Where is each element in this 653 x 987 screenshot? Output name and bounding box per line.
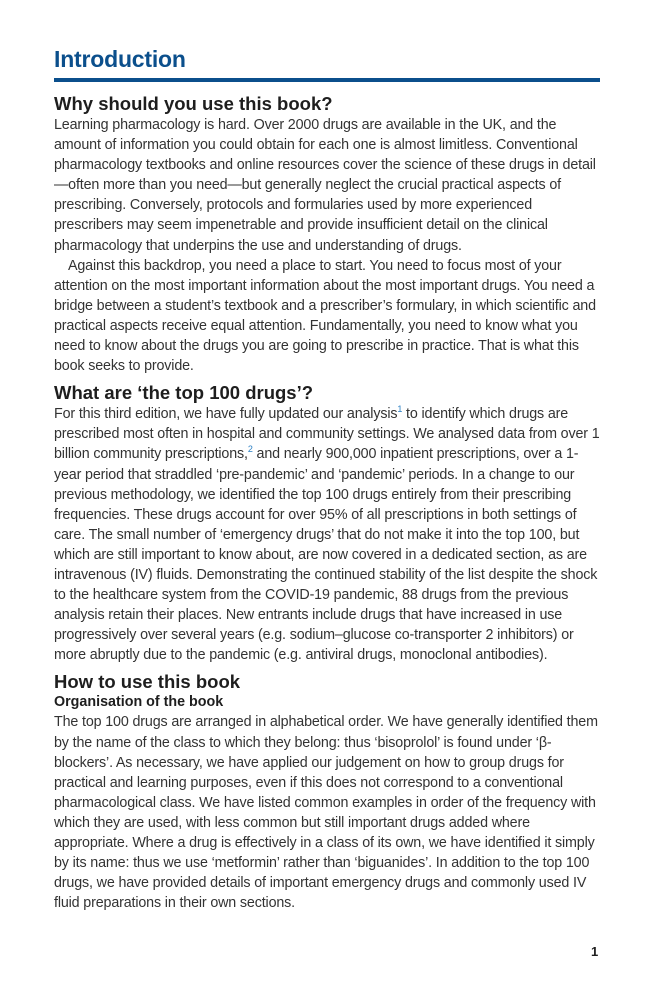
footnote-ref-2[interactable]: 2 [247,444,253,455]
page-number: 1 [591,944,599,959]
top100-text-2: to identify which drugs are prescribed most often in hospital and community settings. We analysed data from over 1 billion community prescriptions, [54,406,600,463]
top100-text-3: and nearly 900,000 inpatient prescriptions, over a 1-year period that straddled ‘pre-pandemic’ and ‘pandemic’ periods. In a change to our previous methodology, we identified the top 100 drugs entirely from their prescribing frequencies. These drugs account for over 95% of all prescriptions in both settings of care. The small number of ‘emergency drugs’ that do not make it into the top 100, but which are still important to know about, are now covered in a dedicated section, as are intravenous (IV) fluids. Demonstrating the continued stability of the list despite the shock to the healthcare system from the COVID-19 pandemic, 88 drugs from the previous analysis retain their places. New entrants include drugs that have increased in use progressively over several years (e.g. sodium–glucose co-transporter 2 inhibitors) or more abruptly due to the pandemic (e.g. antiviral drugs, monoclonal antibodies). [54,446,598,664]
section-heading-how: How to use this book [54,671,241,693]
why-paragraph-2: Against this backdrop, you need a place to start. You need to focus most of your attention on the most important information about the most important drugs. You need a bridge between a student’s textbook and a prescriber’s formulary, in which scientific and practical aspects receive equal attention. Fundamentally, you need to know what you need to know about the drugs you are going to prescribe in practice. That is what this book seeks to provide. [54,257,596,375]
title-rule [54,78,600,82]
section-heading-top100: What are ‘the top 100 drugs’? [54,382,314,404]
top100-text-1: For this third edition, we have fully updated our analysis [54,406,398,423]
why-paragraph-1: Learning pharmacology is hard. Over 2000 drugs are available in the UK, and the amount of information you could obtain for each one is almost limitless. Conventional pharmacology textbooks and online resources cover the science of these drugs in detail—often more than you need—but generally neglect the crucial practical aspects of prescribing. Conversely, protocols and formularies used by more experienced prescribers may seem impenetrable and provide insufficient detail on the clinical pharmacology that underpins the use and understanding of drugs. [54,117,596,254]
organisation-paragraph: The top 100 drugs are arranged in alphabetical order. We have generally identified them by the name of the class to which they belong: thus ‘bisoprolol’ is found under ‘β-blockers’. As necessary, we have applied our judgement on how to group drugs for practical and learning purposes, even if this does not correspond to a conventional pharmacological class. We have listed common examples in order of the frequency with which they are used, with less common but still important drugs added where appropriate. Where a drug is effectively in a class of its own, we have identified it simply by its name: thus we use ‘metformin’ rather than ‘biguanides’. In addition to the top 100 drugs, we have provided details of important emergency drugs and commonly used IV fluid preparations in their own sections. [54,714,598,912]
chapter-title: Introduction [54,46,186,72]
subheading-organisation: Organisation of the book [54,694,224,711]
page-content [54,44,600,913]
footnote-ref-1[interactable]: 1 [397,404,403,415]
top100-paragraph [54,404,600,665]
section-heading-why: Why should you use this book? [54,93,333,114]
